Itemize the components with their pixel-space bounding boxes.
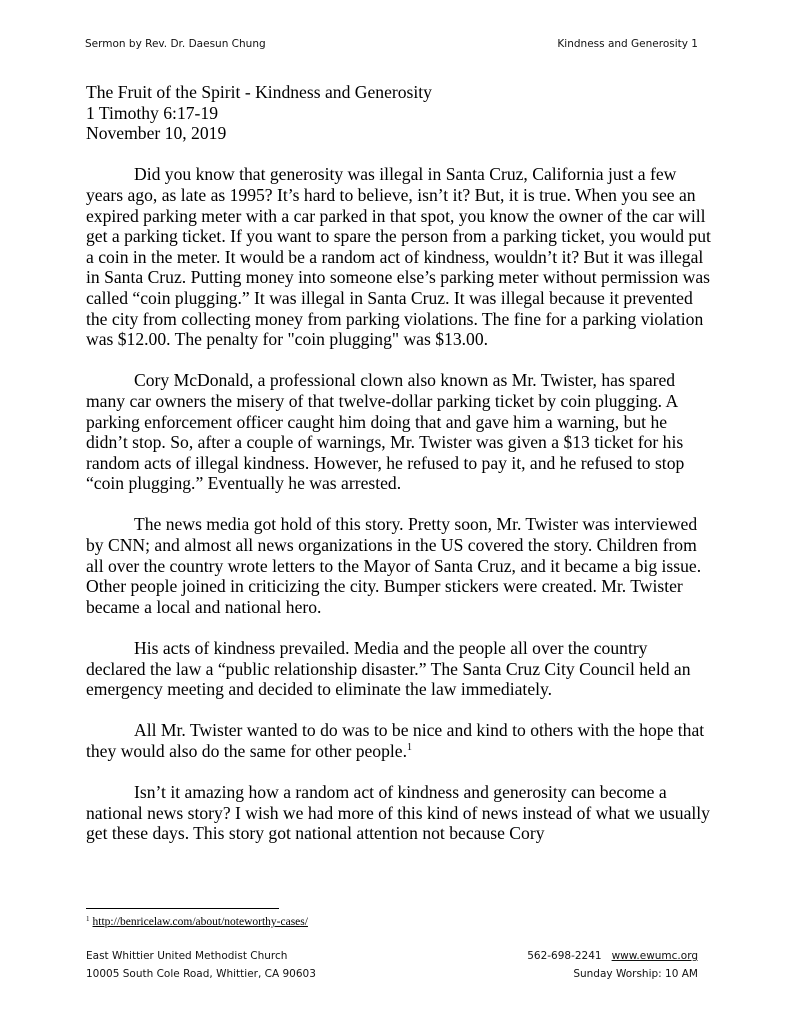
- scripture-reference: 1 Timothy 6:17-19: [86, 102, 218, 123]
- paragraph: Isn’t it amazing how a random act of kindness and generosity can become a national news story? I wish we had more of this kind of news instead of what we usually get these days. This story got national attention not because Cory: [86, 782, 710, 844]
- page-header: [85, 38, 698, 50]
- footnote-divider: [86, 908, 279, 909]
- page-footer: [86, 947, 698, 983]
- sermon-date: November 10, 2019: [86, 123, 227, 144]
- paragraph-text: All Mr. Twister wanted to do was to be nice and kind to others with the hope that they would also do the same for other people.: [86, 720, 705, 761]
- title-block: [86, 82, 711, 144]
- sermon-title: The Fruit of the Spirit - Kindness and Generosity: [86, 82, 432, 102]
- website-link[interactable]: www.ewumc.org: [611, 950, 698, 962]
- footnote-link[interactable]: http://benricelaw.com/about/noteworthy-cases/: [92, 916, 308, 928]
- header-title-page: Kindness and Generosity 1: [557, 38, 698, 50]
- paragraph: His acts of kindness prevailed. Media and the people all over the country declared the law a “public relationship disaster.” The Santa Cruz City Council held an emergency meeting and decided to eliminate the law immediately.: [86, 638, 691, 700]
- footer-right: [527, 947, 698, 983]
- footer-left: [86, 947, 316, 983]
- paragraph: Did you know that generosity was illegal in Santa Cruz, California just a few years ago, as late as 1995? It’s hard to believe, isn’t it? But, it is true. When you see an expired parking meter with a car parked in that spot, you know the owner of the car will get a parking ticket. If you want to spare the person from a parking ticket, you would put a coin in the meter. It would be a random act of kindness, wouldn’t it? But it was illegal in Santa Cruz. Putting money into someone else’s parking meter without permission was called “coin plugging.” It was illegal in Santa Cruz. It was illegal because it prevented the city from collecting money from parking violations. The fine for a parking violation was $12.00. The penalty for "coin plugging" was $13.00.: [86, 164, 711, 350]
- paragraph: Cory McDonald, a professional clown also known as Mr. Twister, has spared many car owners the misery of that twelve-dollar parking ticket by coin plugging. A parking enforcement officer caught him doing that and gave him a warning, but he didn’t stop. So, after a couple of warnings, Mr. Twister was given a $13 ticket for his random acts of illegal kindness. However, he refused to pay it, and he refused to stop “coin plugging.” Eventually he was arrested.: [86, 370, 685, 494]
- sermon-body: [86, 82, 711, 844]
- footnote-number: 1: [86, 915, 90, 923]
- footnote: [86, 916, 308, 928]
- paragraph-with-footnote: [86, 720, 711, 761]
- church-phone: 562-698-2241: [527, 950, 602, 962]
- church-name: East Whittier United Methodist Church: [86, 950, 288, 962]
- worship-time: Sunday Worship: 10 AM: [573, 968, 698, 980]
- paragraph: The news media got hold of this story. Pretty soon, Mr. Twister was interviewed by CNN; and almost all news organizations in the US covered the story. Children from all over the country wrote letters to the Mayor of Santa Cruz, and it became a big issue. Other people joined in criticizing the city. Bumper stickers were created. Mr. Twister became a local and national hero.: [86, 514, 702, 617]
- footnote-reference[interactable]: 1: [407, 742, 413, 753]
- church-address: 10005 South Cole Road, Whittier, CA 90603: [86, 968, 316, 980]
- header-author: Sermon by Rev. Dr. Daesun Chung: [85, 38, 266, 50]
